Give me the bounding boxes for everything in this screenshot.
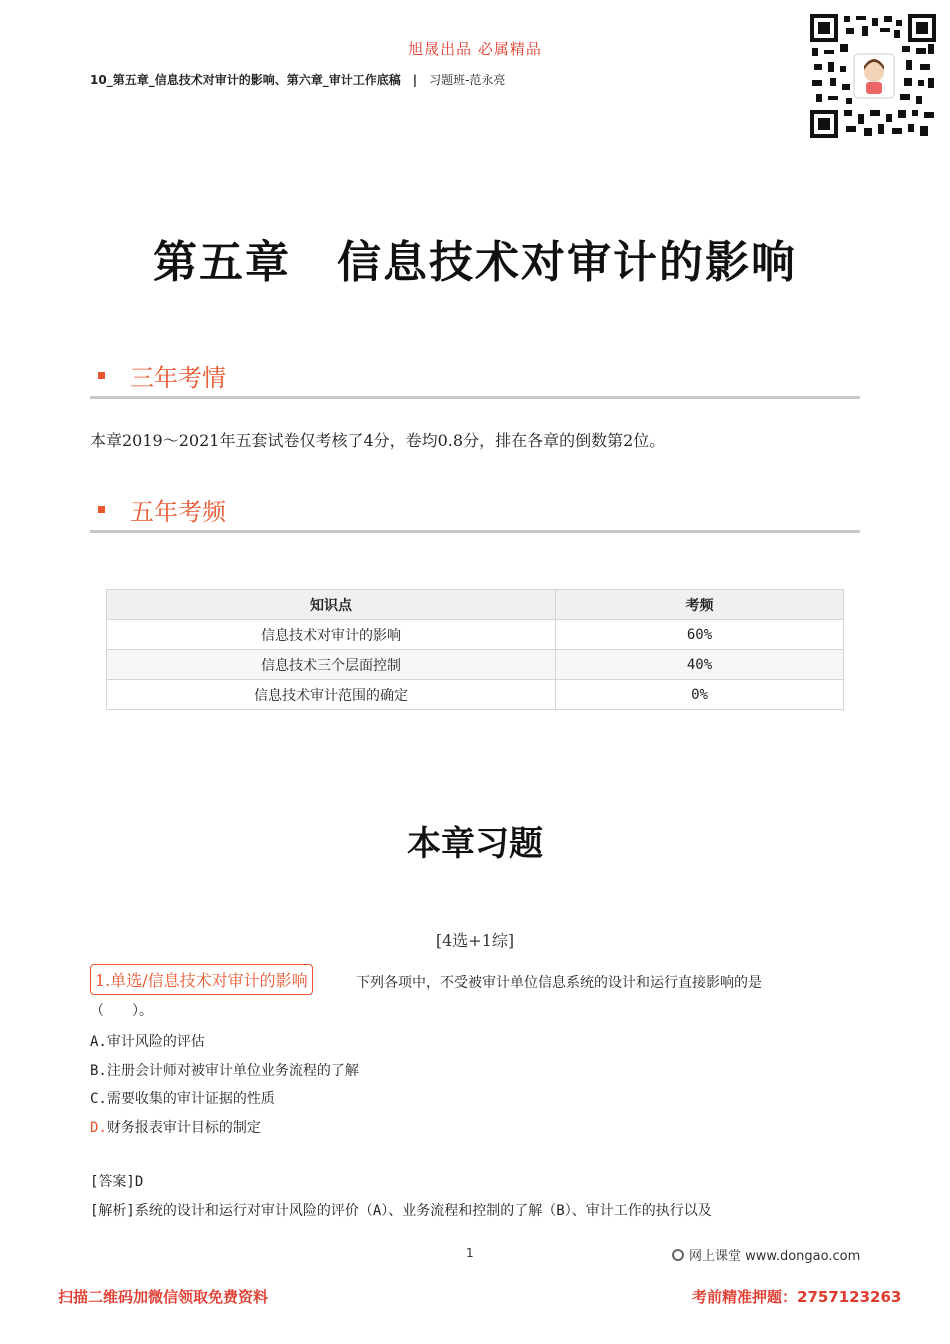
option-b <box>90 1060 359 1080</box>
question-tag: 1.单选/信息技术对审计的影响 <box>90 964 313 995</box>
option-text: 注册会计师对被审计单位业务流程的了解 <box>106 1063 359 1079</box>
section-header-exam-frequency <box>90 486 860 533</box>
footer-site <box>672 1245 860 1264</box>
brand-slogan: 旭晟出品 必属精品 <box>408 40 542 58</box>
header-knowledge-point: 知识点 <box>107 590 556 620</box>
frequency-table <box>106 589 844 710</box>
header-separator: | <box>412 73 418 87</box>
frequency-cell: 0% <box>556 680 844 710</box>
option-letter: B. <box>90 1063 107 1079</box>
option-a <box>90 1031 205 1051</box>
section-label: 五年考频 <box>130 498 226 526</box>
exercises-title: 本章习题 <box>407 824 543 864</box>
table-row <box>107 650 844 680</box>
site-logo-icon <box>672 1249 684 1261</box>
section-header-exam-overview <box>90 352 860 399</box>
option-letter: A. <box>90 1034 107 1050</box>
promo-right: 考前精准押题：2757123263 <box>692 1288 902 1306</box>
course-name: 习题班-范永亮 <box>429 73 506 87</box>
section-bullet-icon <box>98 506 105 513</box>
option-letter-correct: D. <box>90 1120 107 1136</box>
option-text: 审计风险的评估 <box>106 1034 205 1050</box>
table-row <box>107 620 844 650</box>
frequency-cell: 40% <box>556 650 844 680</box>
table-header-row <box>107 590 844 620</box>
option-d <box>90 1117 261 1137</box>
option-letter: C. <box>90 1091 107 1107</box>
page-number: 1 <box>466 1246 474 1260</box>
exam-summary-text: 本章2019～2021年五套试卷仅考核了4分，卷均0.8分，排在各章的倒数第2位。 <box>90 431 666 450</box>
section-label: 三年考情 <box>130 364 226 392</box>
exercises-subtitle: [4选+1综] <box>435 931 515 950</box>
option-text: 财务报表审计目标的制定 <box>106 1120 261 1136</box>
table-row <box>107 680 844 710</box>
promo-left: 扫描二维码加微信领取免费资料 <box>58 1288 269 1306</box>
question-stem-line1: 下列各项中，不受被审计单位信息系统的设计和运行直接影响的是 <box>356 975 762 991</box>
knowledge-point-cell: 信息技术三个层面控制 <box>107 650 556 680</box>
section-bullet-icon <box>98 372 105 379</box>
option-text: 需要收集的审计证据的性质 <box>106 1091 275 1107</box>
question-stem-line2: （ ）。 <box>90 1003 153 1019</box>
running-header <box>90 71 505 88</box>
knowledge-point-cell: 信息技术对审计的影响 <box>107 620 556 650</box>
knowledge-point-cell: 信息技术审计范围的确定 <box>107 680 556 710</box>
answer-line: [答案]D <box>90 1174 144 1190</box>
header-frequency: 考频 <box>556 590 844 620</box>
qr-code-icon <box>810 14 936 138</box>
chapter-title: 第五章 信息技术对审计的影响 <box>153 237 797 288</box>
frequency-cell: 60% <box>556 620 844 650</box>
site-text: 网上课堂 www.dongao.com <box>689 1249 861 1264</box>
doc-title: 10_第五章_信息技术对审计的影响、第六章_审计工作底稿 <box>90 73 401 87</box>
analysis-line: [解析]系统的设计和运行对审计风险的评价（A）、业务流程和控制的了解（B）、审计工作的执行以及 <box>90 1203 712 1219</box>
option-c <box>90 1088 275 1108</box>
